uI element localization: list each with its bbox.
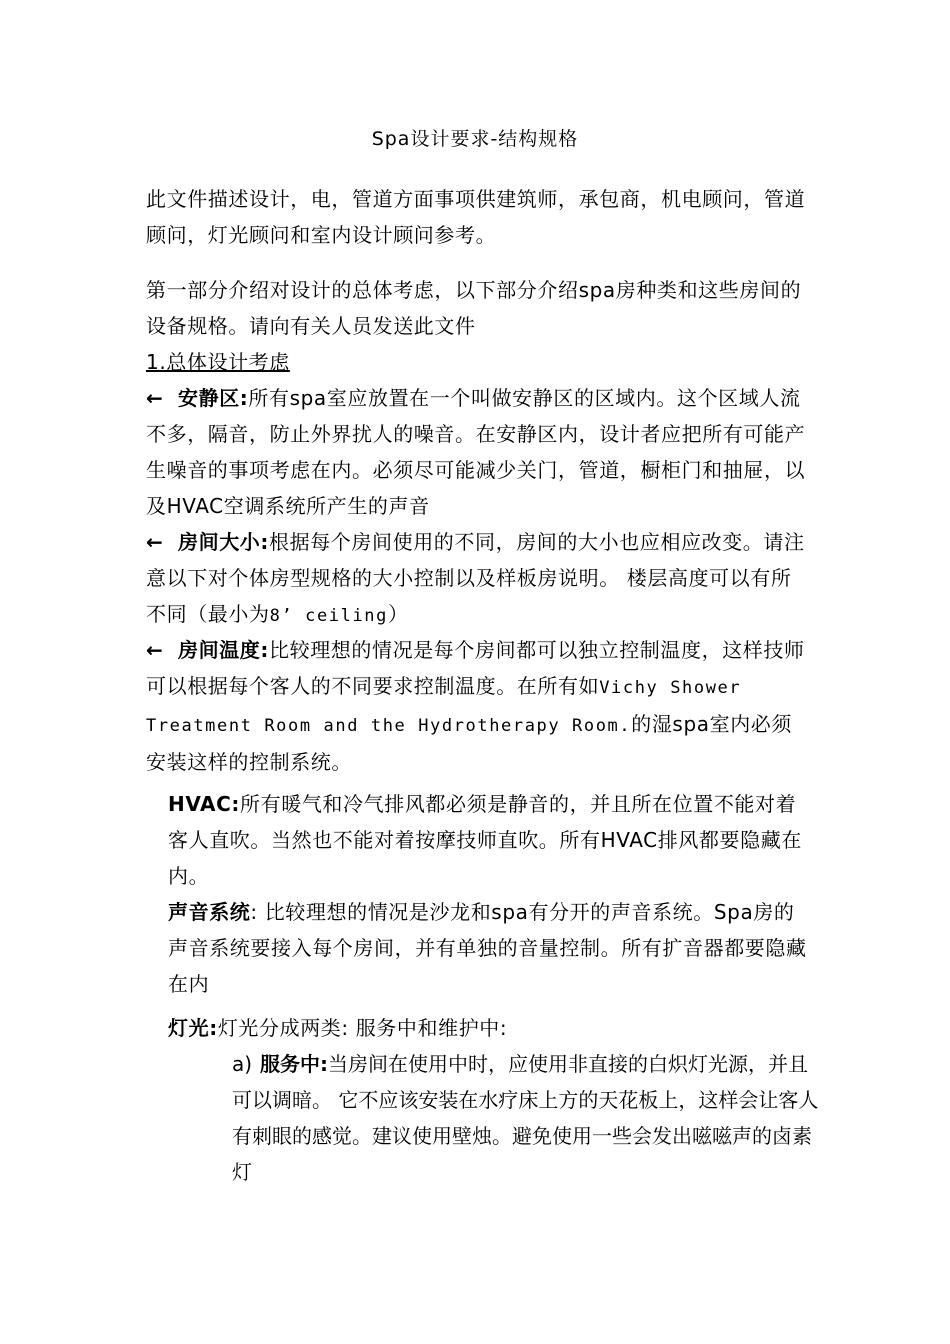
lighting-label: 灯光: [168,1016,218,1040]
section-1-title: 1.总体设计考虑 [146,350,290,374]
room-size-ceiling: 8’ ceiling [269,606,388,626]
sound-system-paragraph [146,894,810,1002]
item-a-text: 当房间在使用中时，应使用非直接的白炽灯光源，并且可以调暗。 它不应该安装在水疗床上方的天花板上，这样会让客人有刺眼的感觉。建议使用壁烛。避免使用一些会发出嗞嗞声的卤素灯 [232,1052,819,1184]
arrow-left-icon: ← [146,638,164,662]
hvac-text: 所有暖气和冷气排风都必须是静音的，并且所在位置不能对着客人直吹。当然也不能对着按摩技师直吹。所有HVAC排风都要隐藏在内。 [168,792,802,888]
room-temperature-text: 比较理想的情况是每个房间都可以独立控制温度，这样技师可以根据每个客人的不同要求控制温度。在所有如 [146,638,805,698]
lighting-text: 灯光分成两类: 服务中和维护中: [217,1016,508,1040]
room-size-text: 根据每个房间使用的不同，房间的大小也应相应改变。请注意以下对个体房型规格的大小控制以及样板房说明。 楼层高度可以有所不同（最小为 [146,530,805,626]
room-temperature-label: 房间温度: [178,638,269,662]
lighting-paragraph [146,1010,810,1046]
sound-system-text: : 比较理想的情况是沙龙和spa有分开的声音系统。Spa房的声音系统要接入每个房间，并有单独的音量控制。所有扩音器都要隐藏在内 [168,900,807,996]
intro-paragraph-1: 此文件描述设计，电，管道方面事项供建筑师，承包商，机电顾问，管道顾问，灯光顾问和室内设计顾问参考。 [146,187,806,247]
arrow-left-icon: ← [146,530,164,554]
quiet-zone-text: 所有spa室应放置在一个叫做安静区的区域内。这个区域人流不多，隔音，防止外界扰人的噪音。在安静区内，设计者应把所有可能产生噪音的事项考虑在内。必须尽可能减少关门，管道，橱柜门和抽屉，以及HVAC空调系统所产生的声音 [146,386,806,518]
item-a-label: 服务中: [260,1052,328,1076]
document-title: Spa设计要求-结构规格 [371,128,579,150]
arrow-left-icon: ← [146,386,164,410]
lighting-item-a [232,1046,822,1190]
room-size-label: 房间大小: [178,530,269,554]
quiet-zone-label: 安静区: [178,386,249,410]
room-size-paragraph [146,524,810,634]
room-temperature-english: Vichy Shower Treatment Room and the Hydrotherapy Room. [146,678,742,736]
sound-system-label: 声音系统 [168,900,251,924]
intro-paragraph-2: 第一部分介绍对设计的总体考虑，以下部分介绍spa房种类和这些房间的设备规格。请向有关人员发送此文件 [146,278,802,338]
quiet-zone-paragraph [146,380,810,524]
room-size-close: ） [387,602,409,626]
room-temperature-text-end: 的湿spa室内必须安装这样的控制系统。 [146,712,793,774]
room-temperature-paragraph [146,632,810,780]
hvac-label: HVAC: [168,792,241,816]
item-a-marker: a) [232,1052,253,1076]
section-heading [146,344,810,380]
hvac-paragraph [146,786,810,894]
